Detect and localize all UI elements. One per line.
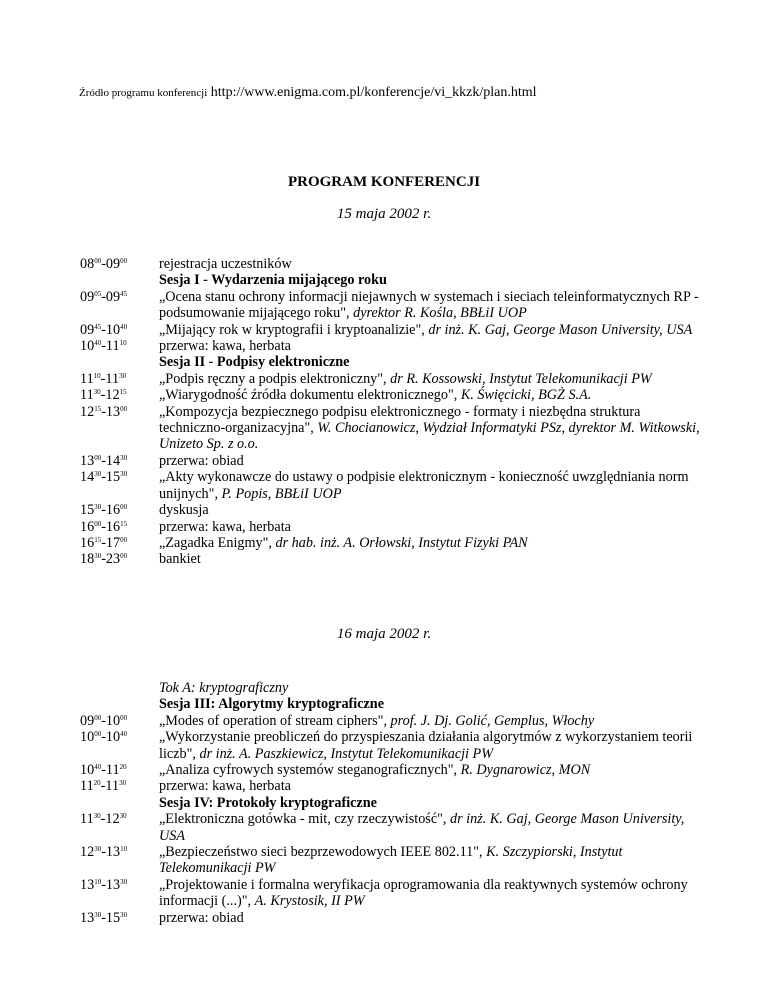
end-hour: 11 <box>105 370 120 387</box>
source-label: Źródło programu konferencji <box>79 87 208 99</box>
time-range: $09^{45}-10^{40}$ <box>80 321 128 338</box>
time-range: $09^{05}-09^{45}$ <box>80 288 128 305</box>
end-hour: 10 <box>105 321 121 338</box>
start-hour: 15 <box>80 502 95 519</box>
end-minute: 40 <box>120 730 128 739</box>
end-hour: 16 <box>105 502 121 519</box>
item-author: P. Popis, BBŁiI UOP <box>221 485 342 502</box>
time-range: $18^{30}-23^{00}$ <box>80 551 128 568</box>
item-description <box>159 322 700 338</box>
end-hour: 11 <box>105 338 120 355</box>
end-hour: 09 <box>105 256 121 272</box>
end-minute: 00 <box>120 713 128 722</box>
source-url[interactable]: http://www.enigma.com.pl/konferencje/vi_kkzk/plan.html <box>210 85 537 100</box>
end-minute: 10 <box>119 339 127 348</box>
time-range: $10^{40}-11^{10}$ <box>80 338 127 355</box>
start-minute: 00 <box>94 257 102 265</box>
item-title: „Projektowanie i formalna weryfikacja oprogramowania dla reaktywnych systemów ochrony informacji (...)", <box>159 876 688 910</box>
schedule-row <box>80 256 700 272</box>
item-description <box>159 371 700 387</box>
schedule-row <box>80 519 700 535</box>
end-minute: 20 <box>119 763 127 772</box>
start-minute: 00 <box>94 519 102 528</box>
end-minute: 10 <box>120 845 128 854</box>
item-author: prof. J. Dj. Golić, Gemplus, Włochy <box>390 712 595 729</box>
end-hour: 13 <box>105 403 121 420</box>
session-heading: Sesja I - Wydarzenia mijającego roku <box>159 272 387 289</box>
end-hour: 10 <box>105 712 121 729</box>
item-title: rejestracja uczestników <box>159 256 292 272</box>
item-description <box>159 877 700 910</box>
schedule-row <box>80 551 700 567</box>
schedule-row <box>80 910 700 926</box>
end-hour: 11 <box>105 778 120 795</box>
item-description <box>159 910 700 926</box>
time-range: $09^{00}-10^{00}$ <box>80 712 128 729</box>
time-range: $12^{15}-13^{00}$ <box>80 403 128 420</box>
end-hour: 17 <box>105 534 121 551</box>
schedule-row <box>80 469 700 502</box>
schedule-row <box>80 338 700 354</box>
item-title: przerwa: kawa, herbata <box>159 778 291 795</box>
start-minute: 45 <box>94 322 102 331</box>
start-minute: 00 <box>94 730 102 739</box>
item-author: R. Dygnarowicz, MON <box>460 762 591 779</box>
start-hour: 11 <box>80 387 94 404</box>
start-hour: 16 <box>80 534 95 551</box>
start-hour: 13 <box>80 909 95 926</box>
item-author: K. Szczypiorski, Instytut Telekomunikacji PW <box>159 844 623 877</box>
start-hour: 13 <box>80 876 95 893</box>
item-description <box>159 762 700 778</box>
item-description <box>159 453 700 469</box>
item-title: „Ocena stanu ochrony informacji niejawnych w systemach i sieciach teleinformatycznych RP - podsumowanie mijającego roku", <box>159 288 699 322</box>
item-description <box>159 713 700 729</box>
start-minute: 10 <box>93 371 101 380</box>
schedule-row <box>80 322 700 338</box>
start-hour: 08 <box>80 256 95 272</box>
item-title: „Modes of operation of stream ciphers", <box>159 712 391 729</box>
start-minute: 30 <box>93 388 101 397</box>
item-title: „Mijający rok w kryptografii i kryptoanalizie", <box>159 321 429 338</box>
end-hour: 09 <box>105 288 121 305</box>
item-author: dr R. Kossowski, Instytut Telekomunikacji PW <box>390 370 652 387</box>
start-minute: 30 <box>94 470 102 479</box>
schedule-row <box>80 289 700 322</box>
schedule-row <box>80 502 700 518</box>
end-minute: 15 <box>119 388 127 397</box>
end-minute: 00 <box>120 535 128 544</box>
schedule-row <box>80 844 700 877</box>
time-range: $12^{30}-13^{10}$ <box>80 844 128 861</box>
end-minute: 00 <box>120 257 128 265</box>
item-description <box>159 778 700 794</box>
day1-schedule <box>80 256 700 568</box>
start-hour: 11 <box>80 811 94 828</box>
end-hour: 15 <box>105 469 121 486</box>
session-heading: Sesja III: Algorytmy kryptograficzne <box>159 696 384 713</box>
end-minute: 30 <box>120 910 128 919</box>
time-range: $13^{30}-15^{30}$ <box>80 909 128 926</box>
item-author: W. Chocianowicz, Wydział Informatyki PSz, dyrektor M. Witkowski, Unizeto Sp. z o.o. <box>159 420 700 453</box>
session-heading: Sesja IV: Protokoły kryptograficzne <box>159 794 377 811</box>
item-title: „Akty wykonawcze do ustawy o podpisie elektronicznym - konieczność uwzględniania norm unijnych", <box>159 469 689 502</box>
time-range: $15^{30}-16^{00}$ <box>80 502 128 519</box>
schedule-row <box>80 404 700 453</box>
item-title: przerwa: obiad <box>159 909 244 926</box>
item-title: „Analiza cyfrowych systemów steganograficznych", <box>159 762 461 779</box>
start-minute: 40 <box>94 763 102 772</box>
schedule-row <box>80 811 700 844</box>
item-title: przerwa: obiad <box>159 452 244 469</box>
schedule-row <box>80 387 700 403</box>
item-title: dyskusja <box>159 502 209 519</box>
item-title: „Wykorzystanie preobliczeń do przyspieszania działania algorytmów z wykorzystaniem teorii liczb", <box>159 729 693 762</box>
end-hour: 10 <box>105 729 121 746</box>
item-author: A. Krystosik, II PW <box>254 893 365 910</box>
start-hour: 10 <box>80 729 95 746</box>
end-minute: 00 <box>120 503 128 512</box>
start-minute: 00 <box>94 713 102 722</box>
start-hour: 16 <box>80 518 95 535</box>
item-author: dr inż. K. Gaj, George Mason University, USA <box>428 321 693 338</box>
start-minute: 05 <box>94 289 102 298</box>
item-author: K. Święcicki, BGŻ S.A. <box>460 387 592 404</box>
item-title: „Kompozycja bezpiecznego podpisu elektronicznego - formaty i niezbędna struktura techniczno-organizacyjna", <box>159 403 641 437</box>
item-description <box>159 289 700 322</box>
start-hour: 13 <box>80 452 95 469</box>
end-hour: 13 <box>105 844 121 861</box>
time-range: $10^{00}-10^{40}$ <box>80 729 128 746</box>
end-minute: 00 <box>120 552 128 561</box>
item-author: dyrektor R. Kośla, BBŁiI UOP <box>353 305 527 322</box>
item-description <box>159 729 700 762</box>
time-range: $11^{10}-11^{30}$ <box>80 370 127 387</box>
item-description <box>159 844 700 877</box>
item-description <box>159 551 700 567</box>
time-range: $11^{30}-12^{30}$ <box>80 811 127 828</box>
item-title: przerwa: kawa, herbata <box>159 338 291 355</box>
item-description <box>159 469 700 502</box>
start-hour: 18 <box>80 551 95 568</box>
start-minute: 15 <box>94 535 102 544</box>
page-title: PROGRAM KONFERENCJI <box>287 174 481 190</box>
time-range: $10^{40}-11^{20}$ <box>80 762 127 779</box>
track-heading: Tok A: kryptograficzny <box>159 680 289 696</box>
end-hour: 16 <box>105 518 121 535</box>
end-minute: 00 <box>120 404 128 413</box>
item-description <box>159 387 700 403</box>
end-minute: 45 <box>120 289 128 298</box>
item-author: dr inż. K. Gaj, George Mason University, USA <box>159 811 685 844</box>
item-title: „Podpis ręczny a podpis elektroniczny", <box>159 370 391 387</box>
start-minute: 30 <box>93 812 101 821</box>
end-minute: 30 <box>120 453 128 462</box>
day2-date: 16 maja 2002 r. <box>336 626 432 642</box>
item-title: „Wiarygodność źródła dokumentu elektronicznego", <box>159 387 461 404</box>
session-heading: Sesja II - Podpisy elektroniczne <box>159 354 350 371</box>
start-hour: 12 <box>80 403 95 420</box>
item-title: „Elektroniczna gotówka - mit, czy rzeczywistość", <box>159 811 451 828</box>
start-minute: 30 <box>94 552 102 561</box>
schedule-row <box>80 762 700 778</box>
end-minute: 30 <box>120 877 128 886</box>
start-hour: 09 <box>80 712 95 729</box>
end-minute: 40 <box>120 322 128 331</box>
start-hour: 14 <box>80 469 95 486</box>
end-minute: 15 <box>120 519 128 528</box>
start-hour: 10 <box>80 762 95 779</box>
start-hour: 12 <box>80 844 95 861</box>
start-minute: 30 <box>94 910 102 919</box>
start-minute: 00 <box>94 453 102 462</box>
item-title: przerwa: kawa, herbata <box>159 518 291 535</box>
end-hour: 12 <box>105 387 120 404</box>
end-hour: 15 <box>105 909 121 926</box>
start-hour: 11 <box>80 778 94 795</box>
time-range: $13^{00}-14^{30}$ <box>80 452 128 469</box>
item-description <box>159 338 700 354</box>
time-range: $14^{30}-15^{30}$ <box>80 469 128 486</box>
item-description <box>159 502 700 518</box>
item-description <box>159 404 700 453</box>
schedule-row <box>80 535 700 551</box>
item-author: dr hab. inż. A. Orłowski, Instytut Fizyki PAN <box>275 534 528 551</box>
time-range: $11^{30}-12^{15}$ <box>80 387 127 404</box>
item-author: dr inż. A. Paszkiewicz, Instytut Telekomunikacji PW <box>199 745 494 762</box>
start-minute: 30 <box>94 845 102 854</box>
end-minute: 30 <box>119 371 127 380</box>
schedule-row <box>80 877 700 910</box>
start-minute: 20 <box>93 779 101 788</box>
end-hour: 12 <box>105 811 120 828</box>
item-description <box>159 519 700 535</box>
time-range: $11^{20}-11^{30}$ <box>80 778 127 795</box>
schedule-row <box>80 453 700 469</box>
start-hour: 09 <box>80 288 95 305</box>
time-range: $13^{10}-13^{30}$ <box>80 876 128 893</box>
day2-schedule <box>80 680 700 926</box>
item-description <box>159 256 700 272</box>
schedule-row <box>80 713 700 729</box>
item-description <box>159 535 700 551</box>
end-hour: 23 <box>105 551 121 568</box>
item-title: „Bezpieczeństwo sieci bezprzewodowych IEEE 802.11", <box>159 844 487 861</box>
start-minute: 15 <box>94 404 102 413</box>
end-minute: 30 <box>119 779 127 788</box>
schedule-row <box>80 729 700 762</box>
day1-date: 15 maja 2002 r. <box>336 206 432 222</box>
start-hour: 09 <box>80 321 95 338</box>
schedule-row <box>80 778 700 794</box>
item-title: „Zagadka Enigmy", <box>159 534 276 551</box>
end-hour: 14 <box>105 452 121 469</box>
end-hour: 13 <box>105 876 121 893</box>
start-minute: 30 <box>94 503 102 512</box>
start-minute: 40 <box>94 339 102 348</box>
item-title: bankiet <box>159 551 201 568</box>
time-range: $16^{00}-16^{15}$ <box>80 518 128 535</box>
source-line <box>79 85 536 101</box>
item-description <box>159 811 700 844</box>
start-hour: 10 <box>80 338 95 355</box>
schedule-row <box>80 371 700 387</box>
end-minute: 30 <box>120 470 128 479</box>
time-range: $16^{15}-17^{00}$ <box>80 534 128 551</box>
start-minute: 10 <box>94 877 102 886</box>
end-minute: 30 <box>119 812 127 821</box>
end-hour: 11 <box>105 762 120 779</box>
time-range: $08^{00}-09^{00}$ <box>80 256 128 272</box>
start-hour: 11 <box>80 370 94 387</box>
